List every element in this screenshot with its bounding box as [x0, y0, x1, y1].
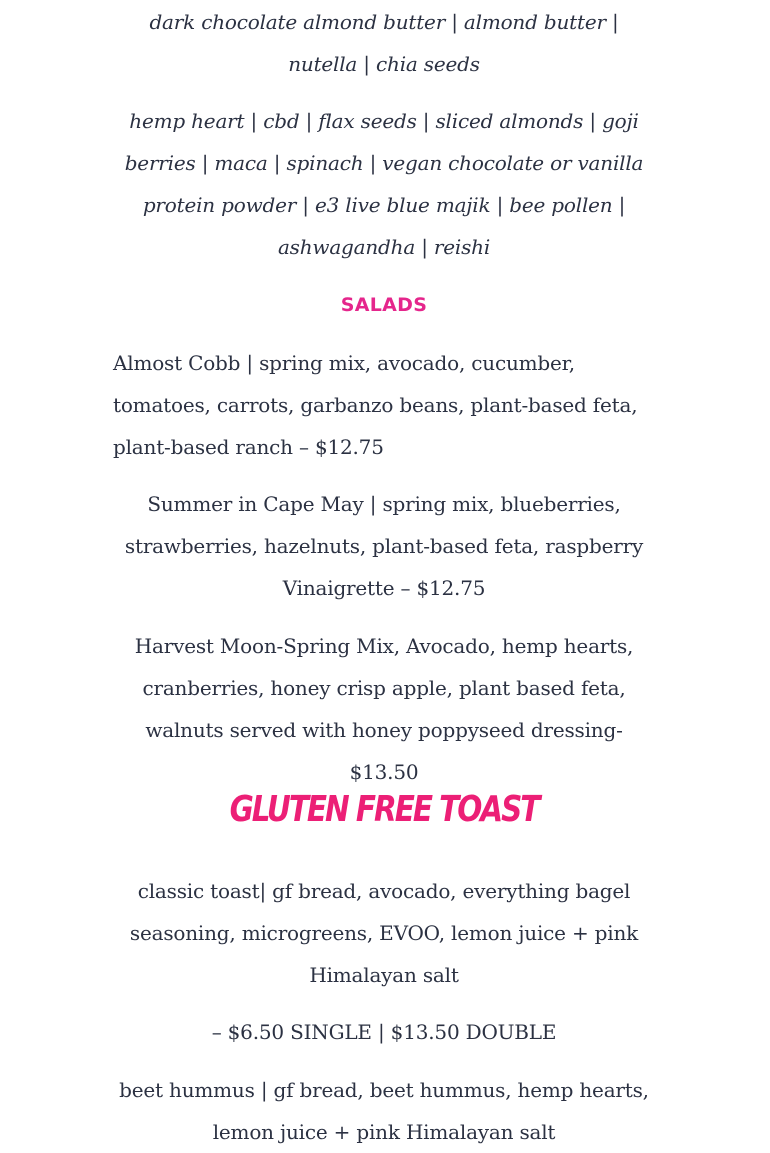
salad-item-summer-in-cape-may: Summer in Cape May | spring mix, blueberries, strawberries, hazelnuts, plant-based feta, raspberry Vinaigrette – $12.75 [124, 492, 644, 600]
salads-heading: SALADS [340, 294, 428, 316]
toast-item-classic: classic toast| gf bread, avocado, everything bagel seasoning, microgreens, EVOO, lemon juice + pink Himalayan salt [129, 879, 639, 987]
salad-item-almost-cobb: Almost Cobb | spring mix, avocado, cucumber, tomatoes, carrots, garbanzo beans, plant-based feta, plant-based ranch – $12.75 [113, 351, 638, 459]
toppings-superfoods: hemp heart | cbd | flax seeds | sliced almonds | goji berries | maca | spinach | vegan chocolate or vanilla protein powder | e3 live blue majik | bee pollen | ashwagandha | reishi [124, 109, 644, 259]
salad-item-harvest-moon: Harvest Moon-Spring Mix, Avocado, hemp hearts, cranberries, honey crisp apple, plant based feta, walnuts served with honey poppyseed dressing- $13.50 [134, 634, 634, 784]
gluten-free-toast-heading: GLUTEN FREE TOAST [229, 789, 539, 830]
toppings-nut-butters: dark chocolate almond butter | almond butter | nutella | chia seeds [149, 10, 619, 76]
toast-item-beet-hummus: beet hummus | gf bread, beet hummus, hemp hearts, lemon juice + pink Himalayan salt [119, 1078, 649, 1144]
toast-item-classic-price: – $6.50 SINGLE | $13.50 DOUBLE [211, 1020, 557, 1044]
